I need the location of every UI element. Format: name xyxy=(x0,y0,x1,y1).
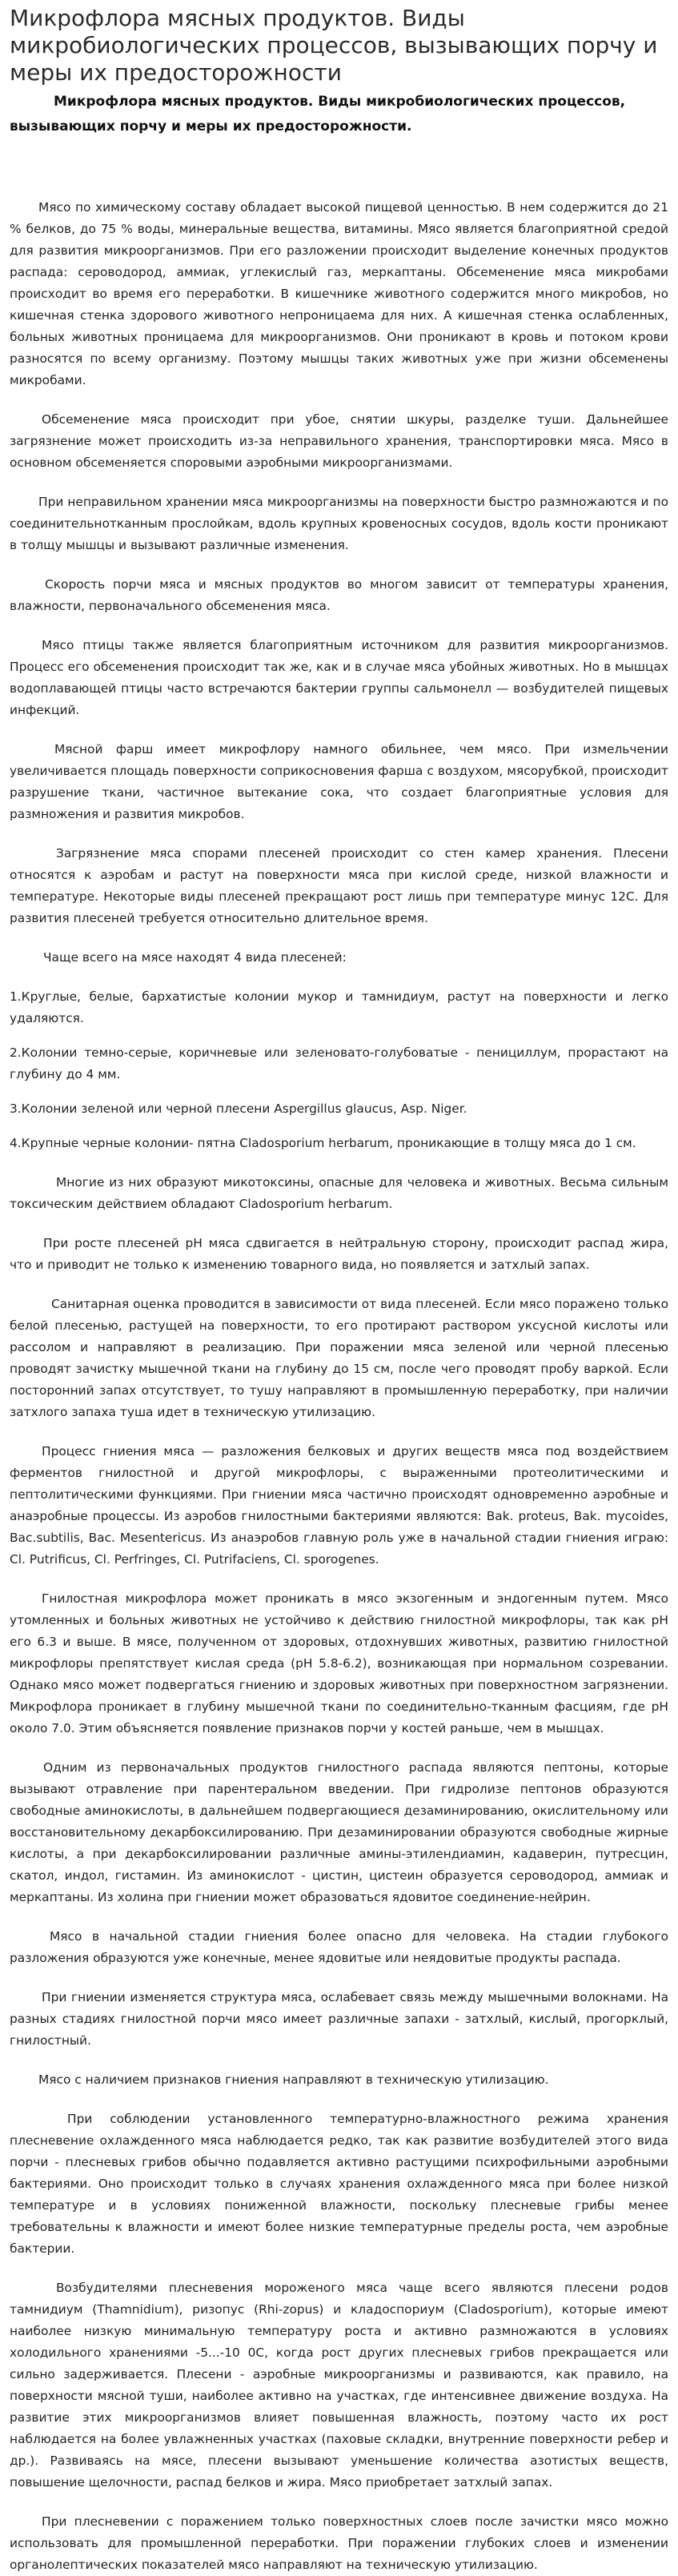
paragraph: Возбудителями плесневения мороженого мяса чаще всего являются плесени родов тамнидиум (Thamnidium), ризопус (Rhi-zopus) и кладоспориум (Cladosporium), которые имеют наиболее низкую минимальную температуру роста и активно размножаются в условиях холодильного хранениями -5...-10 0С, когда рост других плесневых грибов прекращается или сильно задерживается. Плесени - аэробные микроорганизмы и развиваются, как правило, на поверхности мясной туши, наиболее активно на участках, где интенсивнее движение воздуха. На развитие этих микроорганизмов влияет повышенная влажность, поэтому часто их рост наблюдается на более увлажненных участках (паховые складки, внутренние поверхности ребер и др.). Развиваясь на мясе, плесени вызывают уменьшение количества азотистых веществ, повышение щелочности, распад белков и жира. Мясо приобретает затхлый запах. xyxy=(10,2281,668,2490)
paragraph: Чаще всего на мясе находят 4 вида плесеней: xyxy=(43,950,347,965)
paragraph: Мясо с наличием признаков гниения направляют в техническую утилизацию. xyxy=(38,2072,549,2087)
list-item: 4.Крупные черные колонии- пятна Cladosporium herbarum, проникающие в толщу мяса до 1 см. xyxy=(10,1136,636,1150)
paragraph: Одним из первоначальных продуктов гнилостного распада являются пептоны, которые вызывают отравление при парентеральном введении. При гидролизе пептонов образуются свободные аминокислоты, в дальнейшем подвергающиеся дезаминированию, окислительному или восстановительному декарбоксилированию. При дезаминировании образуются свободные жирные кислоты, а при декарбоксилировании различные амины-этилендиамин, кадаверин, путресцин, скатол, индол, гистамин. Из аминокислот - цистин, цистеин образуется сероводород, аммиак и меркаптаны. Из холина при гниении может образоваться ядовитое соединение-нейрин. xyxy=(10,1760,668,1904)
list-item: 2.Колонии темно-серые, коричневые или зеленовато-голубоватые - пенициллум, прорастают на глубину до 4 мм. xyxy=(10,1045,668,1081)
paragraph: При гниении изменяется структура мяса, ослабевает связь между мышечными волокнами. На разных стадиях гнилостной порчи мясо имеет различные запахи - затхлый, кислый, прогорклый, гнилостный. xyxy=(10,1990,668,2048)
paragraph: Санитарная оценка проводится в зависимости от вида плесеней. Если мясо поражено только белой плесенью, растущей на поверхности, то его протирают раствором уксусной кислоты или рассолом и направляют в реализацию. При поражении мяса зеленой или черной плесенью проводят зачистку мышечной ткани на глубину до 15 см, после чего проводят пробу варкой. Если посторонний запах отсутствует, то тушу направляют в промышленную переработку, при наличии затхлого запаха туша идет в техническую утилизацию. xyxy=(10,1297,668,1419)
paragraph: Многие из них образуют микотоксины, опасные для человека и животных. Весьма сильным токсическим действием обладают Cladosporium herbarum. xyxy=(10,1175,668,1211)
paragraph: Гнилостная микрофлора может проникать в мясо экзогенным и эндогенным путем. Мясо утомленных и больных животных не устойчиво к действию гнилостной микрофлоры, так как рН его 6.3 и выше. В мясе, полученном от здоровых, отдохнувших животных, развитию гнилостной микрофлоры препятствует кислая среда (рН 5.8-6.2), возникающая при нормальном созревании. Однако мясо может подвергаться гниению и здоровых животных при поверхностном загрязнении. Микрофлора проникает в глубину мышечной ткани по соединительно-тканным фасциям, где рН около 7.0. Этим объясняется появление признаков порчи у костей раньше, чем в мышцах. xyxy=(10,1591,668,1735)
paragraph: Мясо птицы также является благоприятным источником для развития микроорганизмов. Процесс его обсеменения происходит так же, как и в случае мяса убойных животных. Но в мышцах водоплавающей птицы часто встречаются бактерии группы сальмонелл — возбудителей пищевых инфекций. xyxy=(10,638,668,717)
paragraph: Обсеменение мяса происходит при убое, снятии шкуры, разделке туши. Дальнейшее загрязнение может происходить из-за неправильного хранения, транспортировки мяса. Мясо в основном обсеменяется споровыми аэробными микроорганизмами. xyxy=(10,412,668,470)
paragraph: При неправильном хранении мяса микроорганизмы на поверхности быстро размножаются и по соединительнотканным прослойкам, вдоль крупных кровеносных сосудов, вдоль кости проникают в толщу мышцы и вызывают различные изменения. xyxy=(10,495,668,552)
paragraph: Загрязнение мяса спорами плесеней происходит со стен камер хранения. Плесени относятся к аэробам и растут на поверхности мяса при кислой среде, низкой влажности и температуре. Некоторые виды плесеней прекращают рост лишь при температуре минус 12С. Для развития плесеней требуется относительно длительное время. xyxy=(10,846,668,925)
article-body xyxy=(0,139,678,2576)
list-item: 1.Круглые, белые, бархатистые колонии мукор и тамнидиум, растут на поверхности и легко удаляются. xyxy=(10,989,668,1025)
paragraph: Скорость порчи мяса и мясных продуктов во многом зависит от температуры хранения, влажности, первоначального обсеменения мяса. xyxy=(10,577,668,613)
article-heading: Микрофлора мясных продуктов. Виды микробиологических процессов, вызывающих порчу и меры их предосторожности. xyxy=(10,94,626,134)
page-title: Микрофлора мясных продуктов. Виды микробиологических процессов, вызывающих порчу и меры их предосторожности xyxy=(10,5,658,86)
list-item: 3.Колонии зеленой или черной плесени Aspergillus glaucus, Asp. Niger. xyxy=(10,1101,467,1116)
paragraph: Мясо по химическому составу обладает высокой пищевой ценностью. В нем содержится до 21 % белков, до 75 % воды, минеральные вещества, витамины. Мясо является благоприятной средой для развития микроорганизмов. При его разложении происходит выделение конечных продуктов распада: сероводород, аммиак, углекислый газ, меркаптаны. Обсеменение мяса микробами происходит во время его переработки. В кишечнике животного содержится много микробов, но кишечная стенка здорового животного непроницаема для них. А кишечная стенка ослабленных, больных животных проницаема для микроорганизмов. Они проникают в кровь и потоком крови разносятся по всему организму. Поэтому мышцы таких животных уже при жизни обсеменены микробами. xyxy=(10,200,668,387)
paragraph: При соблюдении установленного температурно-влажностного режима хранения плесневение охлажденного мяса наблюдается редко, так как развитие возбудителей этого вида порчи - плесневых грибов обычно подавляется активно растущими психрофильными аэробными бактериями. Оно происходит только в случаях хранения охлажденного мяса при более низкой температуре и в условиях пониженной влажности, поскольку плесневые грибы менее требовательны к влажности и имеют более низкие температурные пределы роста, чем аэробные бактерии. xyxy=(10,2112,668,2256)
paragraph: Процесс гниения мяса — разложения белковых и других веществ мяса под воздействием ферментов гнилостной и другой микрофлоры, с выраженными протеолитическими и пептолитическими функциями. При гниении мяса частично происходят одновременно аэробные и анаэробные процессы. Из аэробов гнилостными бактериями являются: Bak. proteus, Bak. mycoides, Bac.subtilis, Bac. Mesentericus. Из анаэробов главную роль уже в начальной стадии гниения играю: Cl. Putrificus, Cl. Perfringes, Cl. Putrifaciens, Cl. sporogenes. xyxy=(10,1444,668,1567)
paragraph: При росте плесеней рН мяса сдвигается в нейтральную сторону, происходит распад жира, что и приводит не только к изменению товарного вида, но появляется и затхлый запах. xyxy=(10,1236,668,1272)
paragraph: При плесневении с поражением только поверхностных слоев после зачистки мясо можно использовать для промышленной переработки. При поражении глубоких слоев и изменении органолептических показателей мясо направляют на техническую утилизацию. xyxy=(10,2514,668,2572)
paragraph: Мясной фарш имеет микрофлору намного обильнее, чем мясо. При измельчении увеличивается площадь поверхности соприкосновения фарша с воздухом, мясорубкой, происходит разрушение ткани, частичное вытекание сока, что создает благоприятные условия для размножения и развития микробов. xyxy=(10,742,668,821)
paragraph: Мясо в начальной стадии гниения более опасно для человека. На стадии глубокого разложения образуются уже конечные, менее ядовитые или неядовитые продукты распада. xyxy=(10,1929,668,1965)
